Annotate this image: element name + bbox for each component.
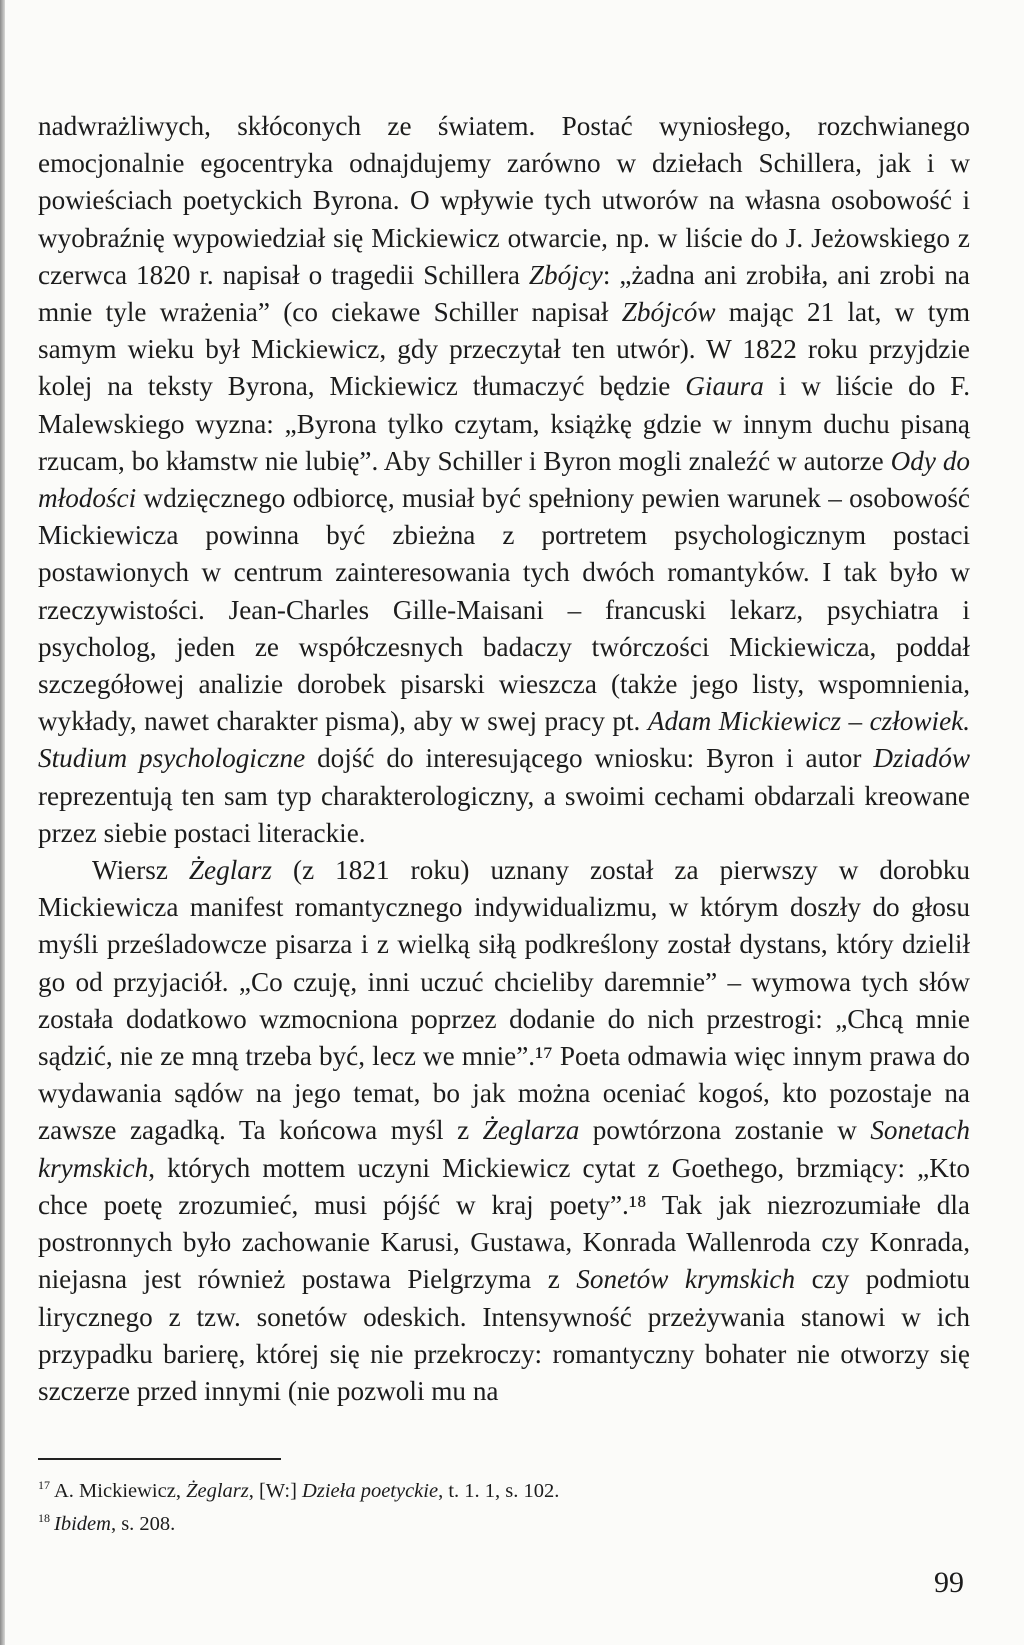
page-number: 99 [934, 1566, 964, 1599]
paragraph-2: Wiersz Żeglarz (z 1821 roku) uznany został za pierwszy w dorobku Mickiewicza manifest romantycznego indywidualizmu, w którym doszły do głosu myśli prześladowcze pisarza i z wielką siłą podkreślony został dystans, który dzielił go od przyjaciół. „Co czuję, inni uczuć chcieliby daremnie” – wymowa tych słów została dodatkowo wzmocniona poprzez dodanie do nich przestrogi: „Chcą mnie sądzić, nie ze mną trzeba być, lecz we mnie”.¹⁷ Poeta odmawia więc innym prawa do wydawania sądów na jego temat, bo jak można oceniać kogoś, kto pozostaje na zawsze zagadką. Ta końcowa myśl z Żeglarza powtórzona zostanie w Sonetach krymskich, których mottem uczyni Mickiewicz cytat z Goethego, brzmiący: „Kto chce poetę zrozumieć, musi pójść w kraj poety”.¹⁸ Tak jak niezrozumiałe dla postronnych było zachowanie Karusi, Gustawa, Konrada Wallenroda czy Konrada, niejasna jest również postawa Pielgrzyma z Sonetów krymskich czy podmiotu lirycznego z tzw. sonetów odeskich. Intensywność przeżywania stanowi w ich przypadku barierę, której się nie przekroczy: romantyczny bohater nie otworzy się szczerze przed innymi (nie pozwoli mu na [38, 855, 971, 1406]
paragraph-1: nadwrażliwych, skłóconych ze światem. Postać wyniosłego, rozchwianego emocjonalnie egocentryka odnajdujemy zarówno w dziełach Schillera, jak i w powieściach poetyckich Byrona. O wpływie tych utworów na własna osobowość i wyobraźnię wypowiedział się Mickiewicz otwarcie, np. w liście do J. Jeżowskiego z czerwca 1820 r. napisał o tragedii Schillera Zbójcy: „żadna ani zrobiła, ani zrobi na mnie tyle wrażenia” (co ciekawe Schiller napisał Zbójców mając 21 lat, w tym samym wieku był Mickiewicz, gdy przeczytał ten utwór). W 1822 roku przyjdzie kolej na teksty Byrona, Mickiewicz tłumaczyć będzie Giaura i w liście do F. Malewskiego wyzna: „Byrona tylko czytam, książkę gdzie w innym duchu pisaną rzucam, bo kłamstw nie lubię”. Aby Schiller i Byron mogli znaleźć w autorze Ody do młodości wdzięcznego odbiorcę, musiał być spełniony pewien warunek – osobowość Mickiewicza powinna być zbieżna z portretem psychologicznym postaci postawionych w centrum zainteresowania tych dwóch romantyków. I tak było w rzeczywistości. Jean-Charles Gille-Maisani – francuski lekarz, psychiatra i psycholog, jeden ze współczesnych badaczy twórczości Mickiewicza, poddał szczegółowej analizie dorobek pisarski wieszcza (także jego listy, wspomnienia, wykłady, nawet charakter pisma), aby w swej pracy pt. Adam Mickiewicz – człowiek. Studium psychologiczne dojść do interesującego wniosku: Byron i autor Dziadów reprezentują ten sam typ charakterologiczny, a swoimi cechami obdarzali kreowane przez siebie postaci literackie. [38, 111, 971, 848]
footnote-17 [38, 1472, 970, 1505]
footnote-mark: 18 [38, 1511, 50, 1525]
footnote-text: Ibidem, s. 208. [54, 1513, 176, 1535]
footnote-18 [38, 1505, 970, 1538]
footnotes [38, 1472, 970, 1538]
footnote-text: A. Mickiewicz, Żeglarz, [W:] Dzieła poetyckie, t. 1. 1, s. 102. [54, 1480, 560, 1502]
footnote-separator [38, 1458, 281, 1460]
footnote-mark: 17 [38, 1478, 50, 1492]
main-text [38, 108, 970, 1410]
scan-left-edge [0, 0, 5, 1645]
